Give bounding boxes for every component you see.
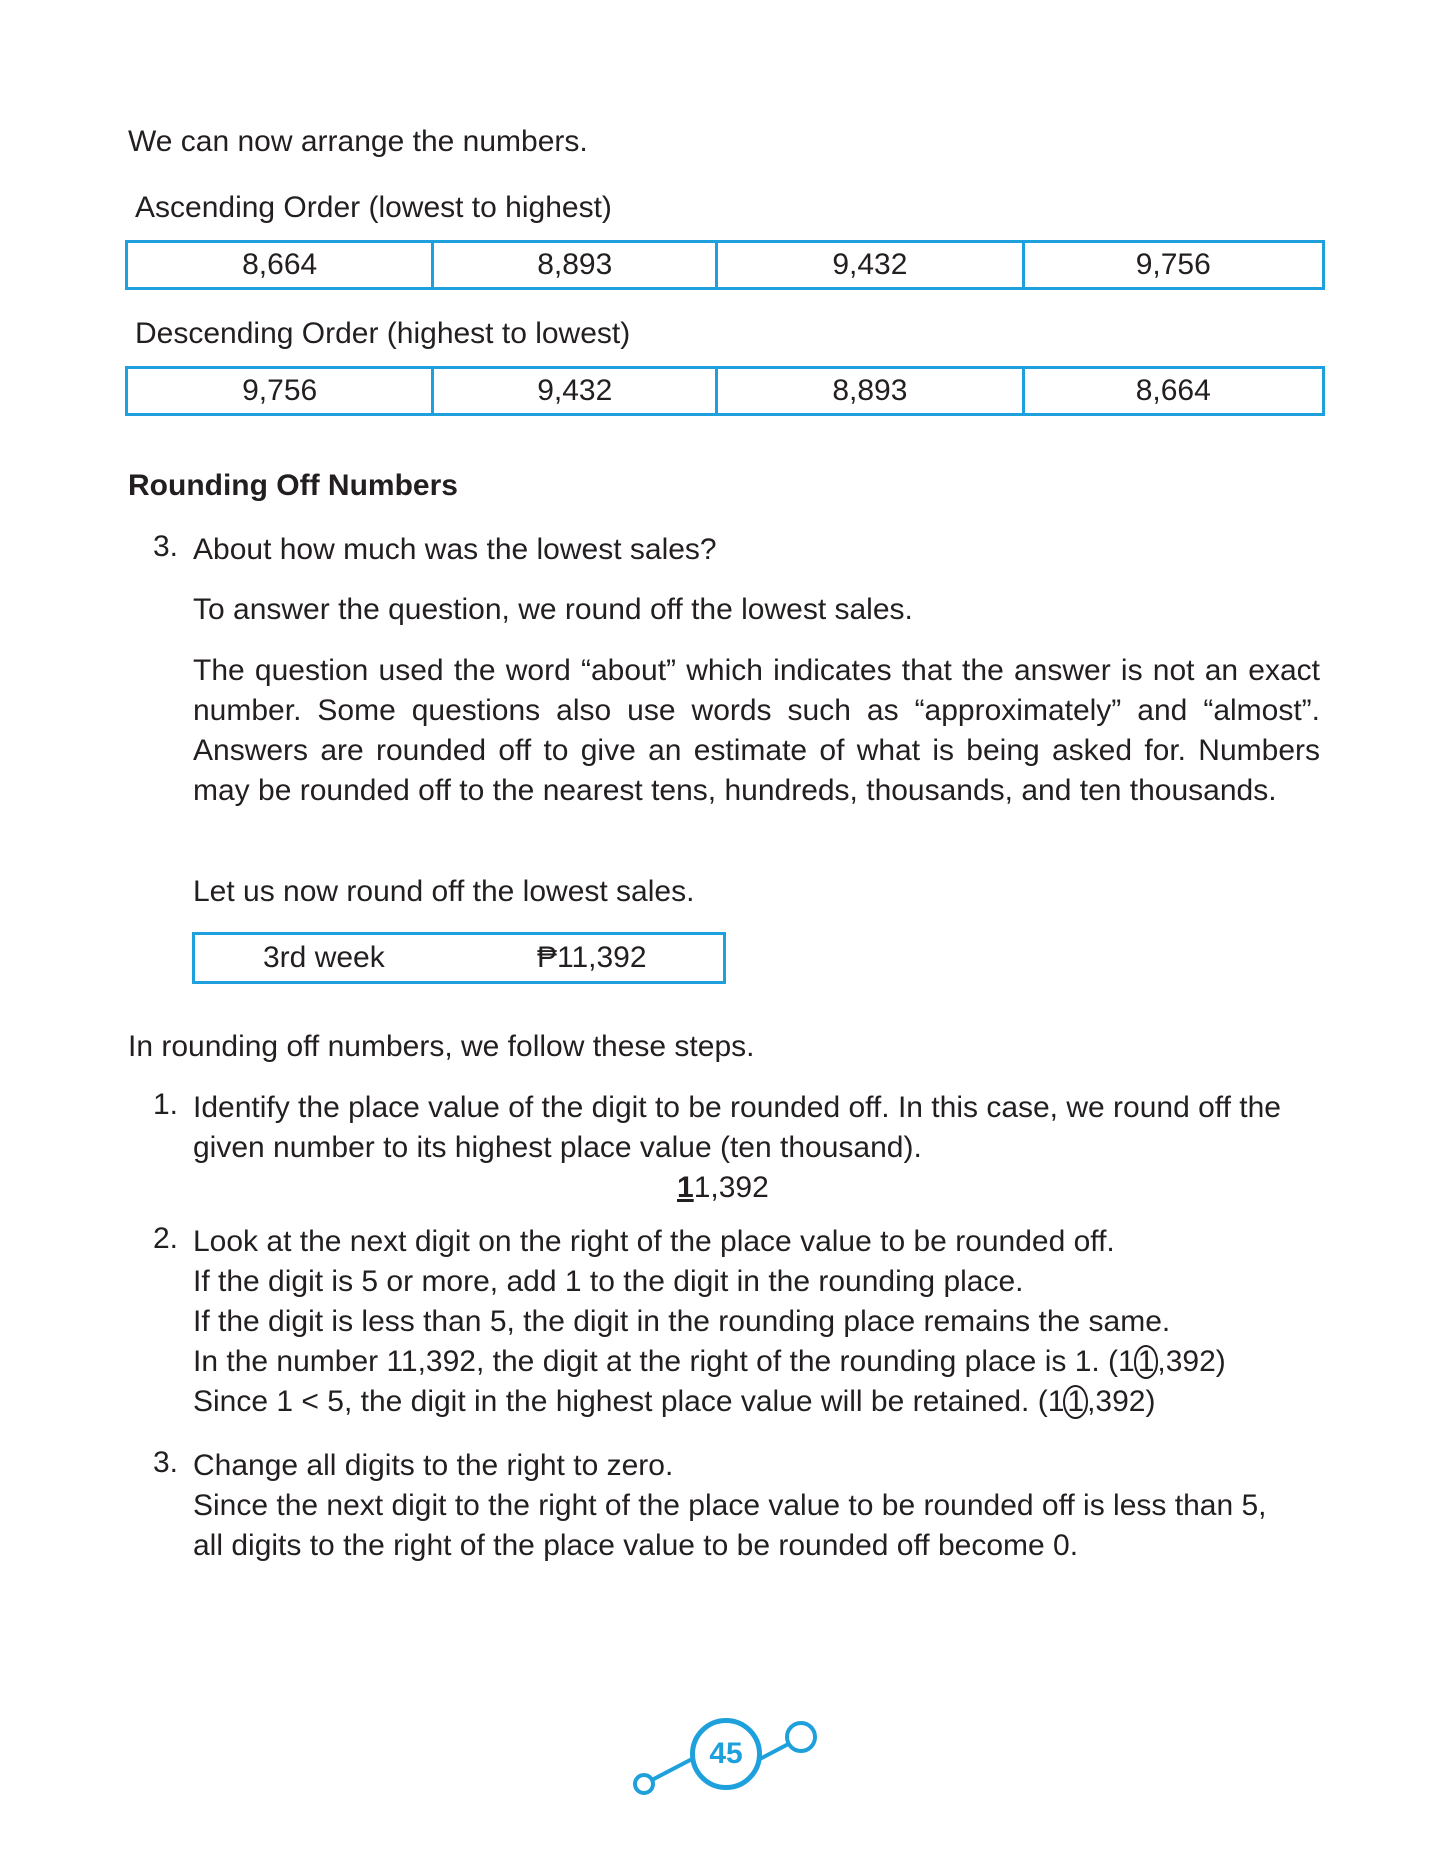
ascending-cell: 9,432: [717, 242, 1023, 289]
small-circle-left: [635, 1775, 653, 1793]
section-heading: Rounding Off Numbers: [128, 469, 458, 502]
question-paragraph-1: To answer the question, we round off the lowest sales.: [193, 593, 913, 626]
line-5-end: ,392): [1087, 1385, 1156, 1418]
step-1-line-2: given number to its highest place value (ten thousand).: [193, 1131, 922, 1164]
step-1-line-1: Identify the place value of the digit to be rounded off. In this case, we round off the: [193, 1091, 1281, 1124]
descending-cell: 8,893: [717, 368, 1023, 415]
descending-table: [125, 366, 1325, 416]
box-value: ₱11,392: [537, 941, 647, 974]
table-row: [127, 242, 1324, 289]
question-number: 3.: [153, 530, 179, 563]
step-2-line-3: If the digit is less than 5, the digit in the rounding place remains the same.: [193, 1305, 1171, 1338]
intro-text: We can now arrange the numbers.: [128, 125, 588, 158]
steps-intro: In rounding off numbers, we follow these steps.: [128, 1030, 755, 1063]
line-4-end: ,392): [1157, 1345, 1226, 1378]
ascending-cell: 8,664: [127, 242, 433, 289]
step-3-line-1: Change all digits to the right to zero.: [193, 1449, 674, 1482]
lowest-sales-box: [192, 932, 726, 984]
example-rest: 1,392: [693, 1171, 769, 1204]
line-5-text: Since 1 < 5, the digit in the highest place value will be retained. (1: [193, 1385, 1065, 1418]
step-3-number: 3.: [153, 1446, 179, 1479]
page-number: 45: [690, 1718, 762, 1790]
step-1-example: [677, 1168, 769, 1208]
step-1-number: 1.: [153, 1088, 179, 1121]
question-paragraph-2: The question used the word “about” which indicates that the answer is not an exact number. Some questions also use words such as “approximately” and “almost”. Answers are rounded off to give an estimate of what is being asked for. Numbers may be rounded off to the nearest tens, hundreds, thousands, and ten thousands.: [193, 654, 1320, 807]
ascending-label: Ascending Order (lowest to highest): [135, 191, 612, 224]
circled-digit: 1: [1134, 1345, 1159, 1379]
connector-line-left: [648, 1758, 694, 1782]
line-4-text: In the number 11,392, the digit at the right of the rounding place is 1. (1: [193, 1345, 1135, 1378]
ascending-cell: 8,893: [433, 242, 717, 289]
step-2-line-5: [193, 1382, 1155, 1422]
step-2-line-2: If the digit is 5 or more, add 1 to the digit in the rounding place.: [193, 1265, 1024, 1298]
table-row: [127, 368, 1324, 415]
step-3-line-2: Since the next digit to the right of the place value to be rounded off is less than 5,: [193, 1489, 1267, 1522]
step-2-line-4: [193, 1342, 1226, 1382]
step-3-line-3: all digits to the right of the place value to be rounded off become 0.: [193, 1529, 1079, 1562]
small-circle-right: [787, 1723, 815, 1751]
descending-label: Descending Order (highest to lowest): [135, 317, 631, 350]
circled-digit: 1: [1063, 1385, 1088, 1419]
step-2-line-1: Look at the next digit on the right of the place value to be rounded off.: [193, 1225, 1115, 1258]
question-paragraph-3: Let us now round off the lowest sales.: [193, 875, 695, 908]
question-text: About how much was the lowest sales?: [193, 533, 717, 566]
descending-cell: 9,432: [433, 368, 717, 415]
ascending-cell: 9,756: [1023, 242, 1323, 289]
ascending-table: [125, 240, 1325, 290]
step-2-number: 2.: [153, 1222, 179, 1255]
descending-cell: 8,664: [1023, 368, 1323, 415]
descending-cell: 9,756: [127, 368, 433, 415]
rounding-digit: 1: [677, 1171, 694, 1204]
box-week: 3rd week: [263, 941, 385, 974]
